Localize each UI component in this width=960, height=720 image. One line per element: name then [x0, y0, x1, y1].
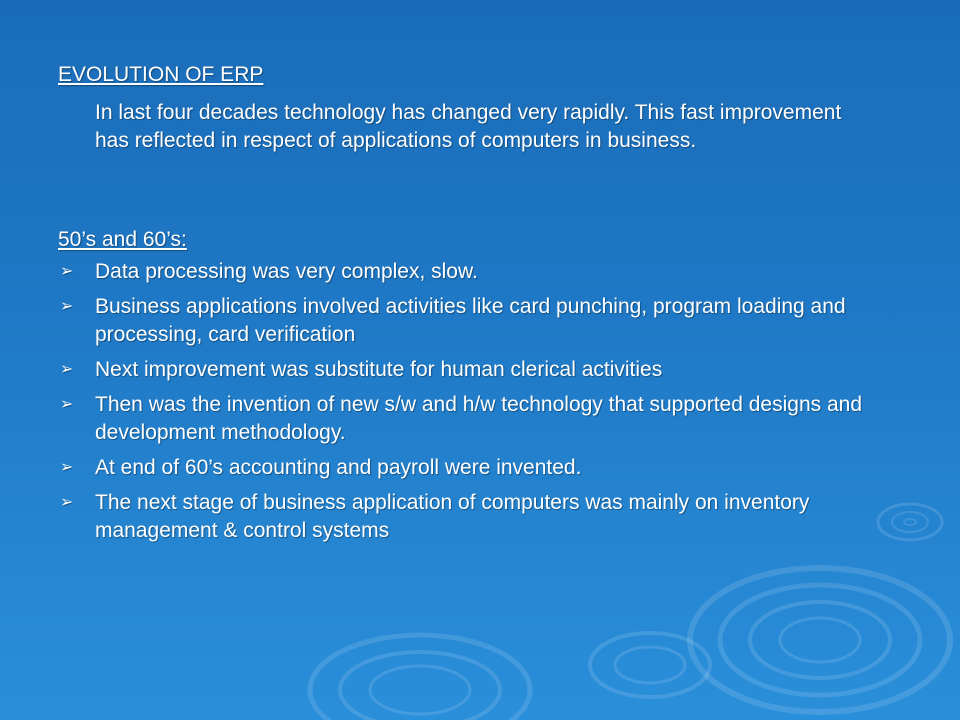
bullet-list [58, 258, 878, 552]
bullet-text: Then was the invention of new s/w and h/w technology that supported designs and development methodology. [95, 393, 862, 444]
bullet-item [58, 293, 878, 349]
arrow-bullet-icon: ➢ [60, 298, 74, 315]
bullet-item [58, 489, 878, 545]
bullet-text: At end of 60’s accounting and payroll were invented. [95, 456, 582, 479]
slide-heading: EVOLUTION OF ERP [58, 63, 264, 86]
bullet-text: Next improvement was substitute for human clerical activities [95, 358, 663, 381]
arrow-bullet-icon: ➢ [60, 361, 74, 378]
arrow-bullet-icon: ➢ [60, 494, 74, 511]
era-subheading: 50’s and 60’s: [58, 228, 187, 251]
arrow-bullet-icon: ➢ [60, 459, 74, 476]
bullet-item [58, 391, 878, 447]
bullet-text: Data processing was very complex, slow. [95, 260, 478, 283]
bullet-text: Business applications involved activities like card punching, program loading and processing, card verification [95, 295, 846, 346]
arrow-bullet-icon: ➢ [60, 396, 74, 413]
bullet-item [58, 356, 878, 384]
intro-paragraph: In last four decades technology has changed very rapidly. This fast improvement has reflected in respect of applications of computers in business. [95, 101, 842, 152]
bullet-text: The next stage of business application of computers was mainly on inventory management & control systems [95, 491, 810, 542]
arrow-bullet-icon: ➢ [60, 263, 74, 280]
bullet-item [58, 454, 878, 482]
bullet-item [58, 258, 878, 286]
